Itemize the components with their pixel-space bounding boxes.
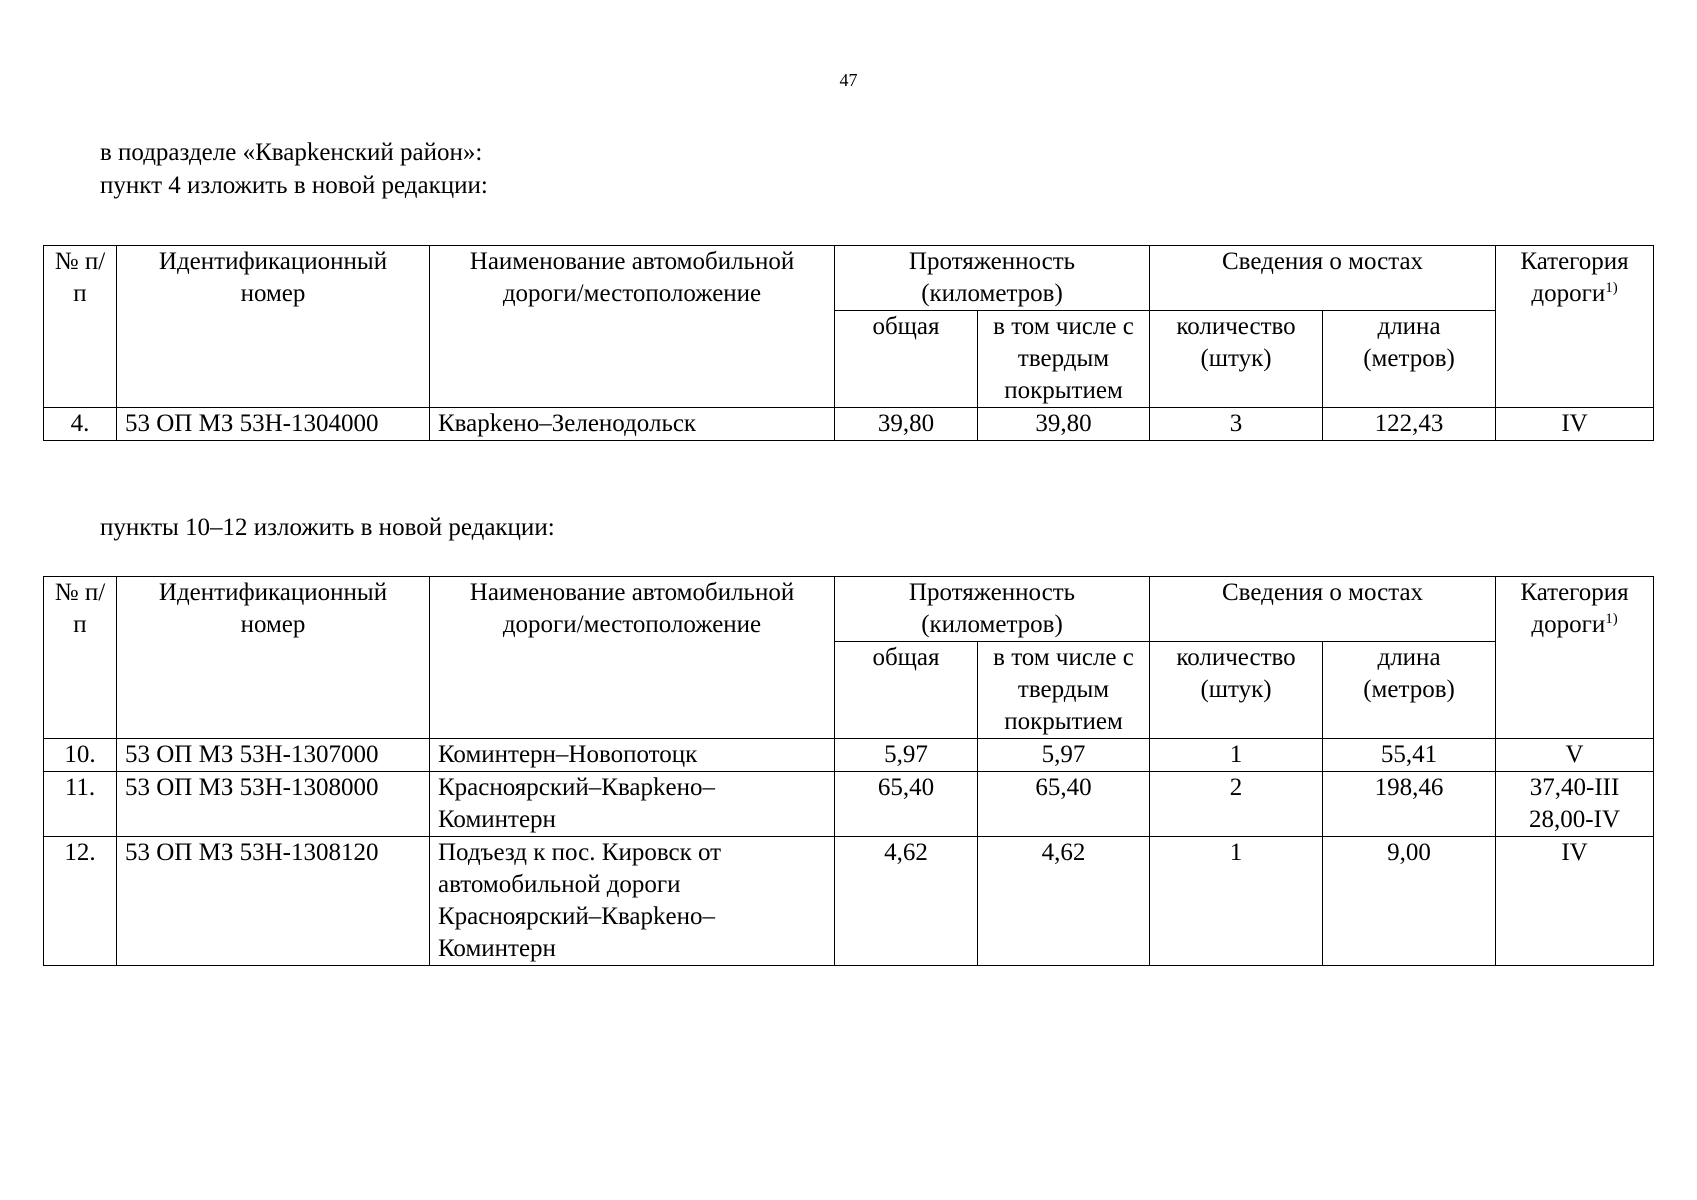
section1-intro-line2: пункт 4 изложить в новой редакции: (100, 172, 488, 199)
table-header-row (44, 577, 1654, 642)
header-length: Протяженность (километров) (835, 577, 1150, 642)
cell-bridge-count: 1 (1150, 739, 1323, 772)
cell-bridge-length: 198,46 (1323, 772, 1496, 837)
cell-name: Кварkено–Зеленодольск (430, 408, 835, 441)
cell-bridge-length: 122,43 (1323, 408, 1496, 441)
table-row (44, 772, 1654, 837)
table-row (44, 837, 1654, 966)
subheader-total: общая (835, 311, 978, 408)
cell-bridge-count: 2 (1150, 772, 1323, 837)
cell-id: 53 ОП МЗ 53Н-1308000 (117, 772, 430, 837)
cell-bridge-length: 55,41 (1323, 739, 1496, 772)
cell-num: 12. (44, 837, 117, 966)
header-id: Идентификационный номер (117, 577, 430, 739)
cell-id: 53 ОП МЗ 53Н-1308120 (117, 837, 430, 966)
cell-bridge-length: 9,00 (1323, 837, 1496, 966)
header-category-label: Категория дороги (1520, 579, 1629, 638)
cell-total: 5,97 (835, 739, 978, 772)
header-name: Наименование автомобильной дороги/местоположение (430, 246, 835, 408)
cell-category: V (1496, 739, 1654, 772)
subheader-total: общая (835, 642, 978, 739)
page-number: 47 (839, 70, 858, 90)
cell-paved: 4,62 (978, 837, 1150, 966)
section1-intro-line1: в подразделе «Кварkенский район»: (100, 139, 483, 166)
table-header-row (44, 246, 1654, 311)
subheader-paved: в том числе с твердым покрытием (978, 311, 1150, 408)
cell-num: 4. (44, 408, 117, 441)
section1-intro (100, 136, 488, 202)
subheader-paved: в том числе с твердым покрытием (978, 642, 1150, 739)
subheader-bridge-length: длина (метров) (1323, 311, 1496, 408)
header-id: Идентификационный номер (117, 246, 430, 408)
header-bridges: Сведения о мостах (1150, 577, 1496, 642)
header-num: № п/п (44, 246, 117, 408)
header-category (1496, 577, 1654, 739)
header-category (1496, 246, 1654, 408)
cell-id: 53 ОП МЗ 53Н-1304000 (117, 408, 430, 441)
cell-bridge-count: 3 (1150, 408, 1323, 441)
cell-total: 39,80 (835, 408, 978, 441)
subheader-bridge-length: длина (метров) (1323, 642, 1496, 739)
subheader-bridge-count: количество (штук) (1150, 642, 1323, 739)
footnote-marker: 1) (1605, 611, 1618, 627)
cell-category-line2: 28,00-IV (1529, 806, 1621, 833)
header-bridges: Сведения о мостах (1150, 246, 1496, 311)
roads-table-1 (43, 245, 1654, 441)
cell-name: Подъезд к пос. Кировск от автомобильной дороги Красноярский–Кварkено–Коминтерн (430, 837, 835, 966)
table-row (44, 408, 1654, 441)
cell-name: Красноярский–Кварkено–Коминтерн (430, 772, 835, 837)
cell-paved: 39,80 (978, 408, 1150, 441)
cell-id: 53 ОП МЗ 53Н-1307000 (117, 739, 430, 772)
cell-category-line1: 37,40-III (1529, 774, 1620, 801)
header-name: Наименование автомобильной дороги/местоположение (430, 577, 835, 739)
cell-total: 4,62 (835, 837, 978, 966)
footnote-marker: 1) (1605, 280, 1618, 296)
header-num: № п/п (44, 577, 117, 739)
cell-bridge-count: 1 (1150, 837, 1323, 966)
cell-category: IV (1496, 408, 1654, 441)
subheader-bridge-count: количество (штук) (1150, 311, 1323, 408)
cell-category (1496, 772, 1654, 837)
section2-intro: пункты 10–12 изложить в новой редакции: (100, 514, 555, 541)
header-category-label: Категория дороги (1520, 248, 1629, 307)
table-row (44, 739, 1654, 772)
cell-name: Коминтерн–Новопотоцк (430, 739, 835, 772)
cell-num: 11. (44, 772, 117, 837)
header-length: Протяженность (километров) (835, 246, 1150, 311)
roads-table-2 (43, 576, 1654, 966)
cell-paved: 5,97 (978, 739, 1150, 772)
cell-paved: 65,40 (978, 772, 1150, 837)
cell-category: IV (1496, 837, 1654, 966)
cell-total: 65,40 (835, 772, 978, 837)
cell-num: 10. (44, 739, 117, 772)
